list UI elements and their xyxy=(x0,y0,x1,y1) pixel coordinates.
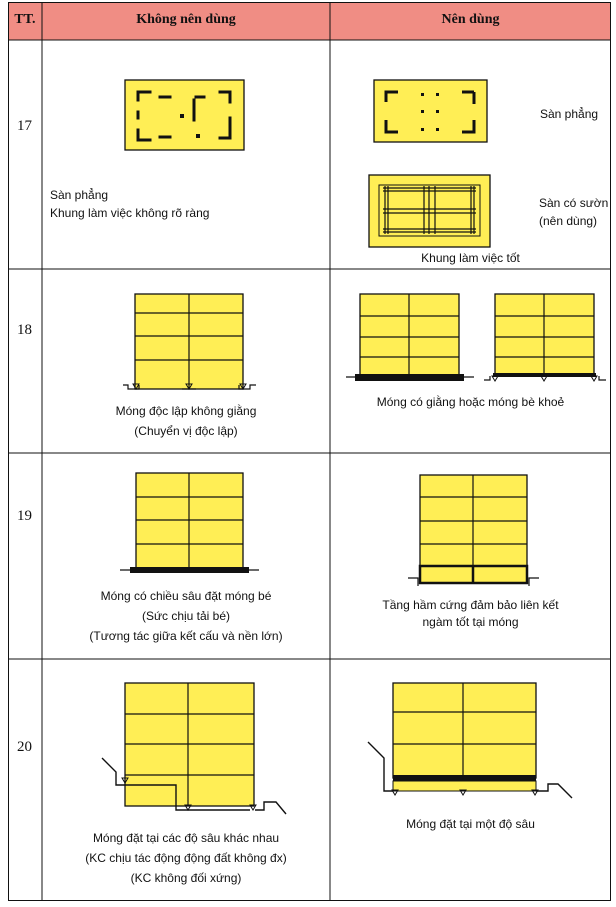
ribbed-slab-diagram xyxy=(369,175,490,247)
comparison-table xyxy=(8,2,611,901)
shallow-footing-frame xyxy=(120,473,259,573)
row17-bad-text-1: Sàn phẳng xyxy=(50,188,109,202)
row20-bad-text-1: Móng đặt tại các độ sâu khác nhau xyxy=(92,831,280,845)
flat-slab-bad-diagram xyxy=(125,80,244,150)
raft-foundation-frame xyxy=(346,294,474,381)
row20-bad-text-2: (KC chịu tác động động đất không đx) xyxy=(85,851,287,865)
tie-beam-foundation-frame xyxy=(484,294,606,381)
stepped-foundation-frame xyxy=(102,683,286,814)
drawings-layer xyxy=(8,2,611,901)
basement-frame xyxy=(408,475,539,586)
row18-bad-text-2: (Chuyển vị độc lập) xyxy=(134,424,238,438)
header-recommended: Nên dùng xyxy=(441,12,500,27)
row-number-20: 20 xyxy=(17,739,32,755)
row17-good-label-flat: Sàn phẳng xyxy=(540,107,599,121)
flat-slab-good-diagram xyxy=(374,80,487,142)
header-not-recommended: Không nên dùng xyxy=(136,12,236,27)
row19-good-text-2: ngàm tốt tại móng xyxy=(422,615,519,629)
row17-good-label-ribbed-2: (nên dùng) xyxy=(539,214,598,228)
row20-bad-text-3: (KC không đối xứng) xyxy=(130,871,242,885)
row17-good-caption: Khung làm việc tốt xyxy=(421,251,520,265)
row17-bad-text-2: Khung làm việc không rõ ràng xyxy=(50,206,210,220)
row-number-17: 17 xyxy=(17,118,32,134)
row19-bad-text-1: Móng có chiều sâu đặt móng bé xyxy=(100,589,272,603)
isolated-footing-frame xyxy=(123,294,256,389)
uniform-depth-foundation-frame xyxy=(368,683,572,798)
row19-bad-text-3: (Tương tác giữa kết cấu và nền lớn) xyxy=(89,629,283,643)
header-tt: TT. xyxy=(14,12,36,27)
row18-bad-text-1: Móng độc lập không giằng xyxy=(115,404,257,418)
row17-good-label-ribbed-1: Sàn có sườn xyxy=(539,196,609,210)
row18-good-text: Móng có giằng hoặc móng bè khoẻ xyxy=(376,395,565,409)
row-number-18: 18 xyxy=(17,322,32,338)
row-number-19: 19 xyxy=(17,508,32,524)
row19-good-text-1b: Tầng hầm cứng đảm bảo liên kết xyxy=(382,598,559,612)
row20-good-text: Móng đặt tại một độ sâu xyxy=(406,817,535,831)
row19-bad-text-2: (Sức chịu tải bé) xyxy=(141,609,231,623)
